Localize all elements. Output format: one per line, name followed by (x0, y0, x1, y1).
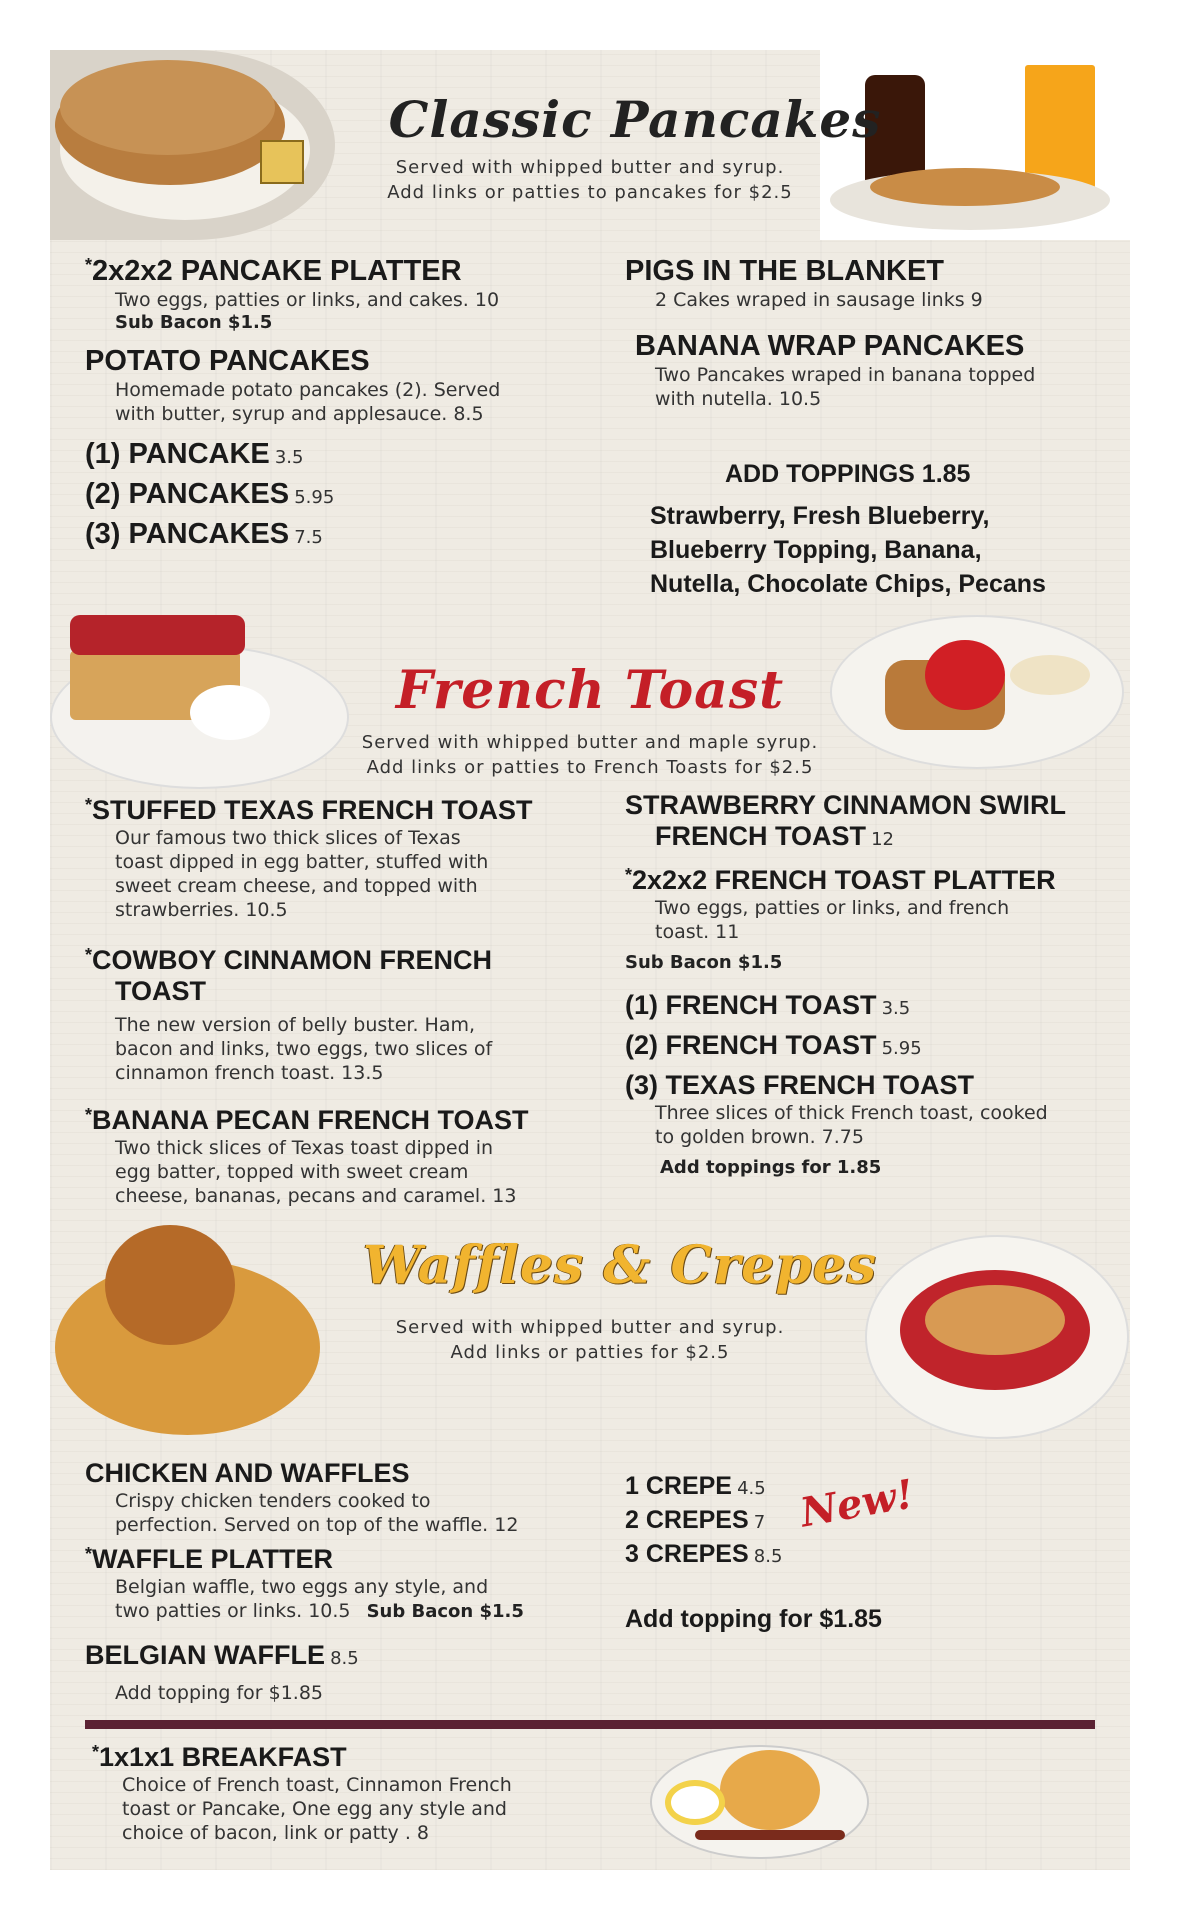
item-crepe-2 (625, 1506, 765, 1535)
item-price: 4.5 (737, 1478, 766, 1499)
item-desc: 2 Cakes wraped in sausage links 9 (655, 289, 983, 311)
item-name: TOAST (115, 976, 207, 1006)
item-name: FRENCH TOAST (655, 821, 867, 851)
breakfast-plate-photo (650, 1740, 870, 1860)
item-desc: egg batter, topped with sweet cream (115, 1161, 469, 1183)
item-desc: bacon and links, two eggs, two slices of (115, 1038, 493, 1060)
item-name: COWBOY CINNAMON FRENCH (92, 945, 493, 975)
waffles-subtitle-line: Add links or patties for $2.5 (450, 1342, 730, 1363)
star-marker: * (85, 1544, 93, 1564)
item-banana-wrap (635, 330, 1115, 411)
item-stuffed-texas (85, 795, 565, 922)
item-price: 7 (753, 1512, 766, 1533)
item-cowboy-cinnamon (85, 945, 565, 1085)
item-name: (2) PANCAKES (85, 478, 290, 510)
item-name: (1) PANCAKE (85, 438, 270, 470)
toppings-title: ADD TOPPINGS 1.85 (725, 460, 971, 488)
item-desc: two patties or links. 10.5 (115, 1600, 351, 1622)
french-subtitle-line: Served with whipped butter and maple syrup. (361, 732, 819, 753)
french-toast-fruit-photo (830, 615, 1130, 775)
item-name: PIGS IN THE BLANKET (625, 255, 945, 287)
item-name: BELGIAN WAFFLE (85, 1640, 325, 1670)
item-crepe-3 (625, 1540, 782, 1569)
item-name: STRAWBERRY CINNAMON SWIRL (625, 790, 1066, 820)
item-price: 5.95 (294, 487, 335, 508)
chicken-waffle-photo (55, 1220, 325, 1440)
pancake-stack-photo (50, 50, 335, 240)
star-marker: * (85, 945, 93, 965)
item-desc: toast or Pancake, One egg any style and (122, 1798, 507, 1820)
item-desc: Choice of French toast, Cinnamon French (122, 1774, 512, 1796)
item-name: POTATO PANCAKES (85, 345, 370, 377)
item-three-texas (625, 1070, 1115, 1178)
item-desc: Our famous two thick slices of Texas (115, 827, 461, 849)
item-desc: Homemade potato pancakes (2). Served (115, 379, 501, 401)
item-price: 12 (871, 829, 895, 850)
item-crepe-1 (625, 1472, 766, 1501)
section-divider (85, 1720, 1095, 1729)
item-sub-bacon: Sub Bacon $1.5 (625, 952, 783, 973)
item-strawberry-swirl (625, 790, 1115, 852)
item-name: (3) TEXAS FRENCH TOAST (625, 1070, 975, 1100)
item-three-pancakes (85, 518, 323, 551)
item-desc: with butter, syrup and applesauce. 8.5 (115, 403, 484, 425)
crepe-topping-note: Add topping for $1.85 (625, 1605, 882, 1633)
star-marker: * (625, 865, 633, 885)
menu-page (50, 50, 1130, 1870)
item-desc: with nutella. 10.5 (655, 388, 822, 410)
item-name: STUFFED TEXAS FRENCH TOAST (92, 795, 533, 825)
star-marker: * (85, 795, 93, 815)
star-marker: * (85, 255, 93, 275)
item-name: 3 CREPES (625, 1540, 749, 1568)
item-sub-bacon: Sub Bacon $1.5 (366, 1601, 524, 1622)
item-one-french (625, 990, 910, 1021)
item-name: 2 CREPES (625, 1506, 749, 1534)
crepe-photo (865, 1230, 1130, 1440)
item-desc: strawberries. 10.5 (115, 899, 288, 921)
toppings-line: Nutella, Chocolate Chips, Pecans (650, 570, 1046, 598)
item-pigs-in-blanket (625, 255, 1105, 312)
item-price: 8.5 (753, 1546, 783, 1567)
item-desc: toast dipped in egg batter, stuffed with (115, 851, 489, 873)
item-waffle-platter (85, 1544, 575, 1624)
star-marker: * (92, 1742, 100, 1762)
item-price: 8.5 (330, 1648, 359, 1669)
item-belgian-waffle (85, 1640, 565, 1705)
item-name: 1 CREPE (625, 1472, 732, 1500)
item-banana-pecan (85, 1105, 575, 1208)
stuffed-toast-photo (50, 605, 350, 795)
pancakes-subtitle (370, 155, 810, 205)
new-badge: New! (796, 1470, 918, 1537)
pancakes-subtitle-line: Add links or patties to pancakes for $2.5 (387, 182, 793, 203)
item-desc: perfection. Served on top of the waffle. 12 (115, 1514, 519, 1536)
pancakes-subtitle-line: Served with whipped butter and syrup. (395, 157, 785, 178)
item-1x1x1-breakfast (92, 1742, 592, 1845)
item-name: (2) FRENCH TOAST (625, 1030, 877, 1060)
item-desc: cinnamon french toast. 13.5 (115, 1062, 384, 1084)
section-title-french-toast: French Toast (395, 660, 785, 721)
item-potato-pancakes (85, 345, 555, 426)
item-one-pancake (85, 438, 303, 471)
item-price: 7.5 (294, 527, 323, 548)
section-title-waffles-crepes: Waffles & Crepes (362, 1235, 878, 1296)
item-price: 3.5 (881, 998, 911, 1019)
item-price: 5.95 (881, 1038, 922, 1059)
item-desc: Two Pancakes wraped in banana topped (655, 364, 1036, 386)
star-marker: * (85, 1105, 93, 1125)
item-name: (3) PANCAKES (85, 518, 290, 550)
item-name: CHICKEN AND WAFFLES (85, 1458, 410, 1488)
item-desc: sweet cream cheese, and topped with (115, 875, 478, 897)
toppings-box (650, 460, 1110, 601)
item-name: 1x1x1 BREAKFAST (99, 1742, 347, 1772)
item-sub-bacon: Sub Bacon $1.5 (115, 312, 273, 333)
item-two-pancakes (85, 478, 334, 511)
french-subtitle (340, 730, 840, 780)
item-price: 3.5 (274, 447, 304, 468)
item-desc: to golden brown. 7.75 (655, 1126, 864, 1148)
item-french-platter (625, 865, 1115, 973)
item-topping-note: Add topping for $1.85 (115, 1682, 323, 1704)
item-desc: Two eggs, patties or links, and cakes. 10 (115, 289, 500, 311)
item-pancake-platter (85, 255, 555, 333)
item-desc: cheese, bananas, pecans and caramel. 13 (115, 1185, 517, 1207)
item-desc: Belgian waffle, two eggs any style, and (115, 1576, 489, 1598)
item-desc: Two thick slices of Texas toast dipped in (115, 1137, 494, 1159)
toppings-line: Blueberry Topping, Banana, (650, 536, 982, 564)
item-name: BANANA PECAN FRENCH TOAST (92, 1105, 529, 1135)
item-desc: Crispy chicken tenders cooked to (115, 1490, 431, 1512)
french-subtitle-line: Add links or patties to French Toasts for $2.5 (366, 757, 814, 778)
waffles-subtitle (370, 1315, 810, 1365)
item-name: (1) FRENCH TOAST (625, 990, 877, 1020)
toppings-line: Strawberry, Fresh Blueberry, (650, 502, 990, 530)
item-name: 2x2x2 PANCAKE PLATTER (92, 255, 462, 287)
item-name: BANANA WRAP PANCAKES (635, 330, 1025, 362)
section-title-pancakes: Classic Pancakes (388, 90, 882, 149)
item-chicken-waffles (85, 1458, 565, 1537)
item-name: 2x2x2 FRENCH TOAST PLATTER (632, 865, 1056, 895)
item-desc: toast. 11 (655, 921, 740, 943)
item-desc: Three slices of thick French toast, cooked (655, 1102, 1048, 1124)
item-desc: The new version of belly buster. Ham, (115, 1014, 476, 1036)
item-desc: choice of bacon, link or patty . 8 (122, 1822, 429, 1844)
item-two-french (625, 1030, 922, 1061)
french-toppings-note: Add toppings for 1.85 (660, 1157, 882, 1178)
item-desc: Two eggs, patties or links, and french (655, 897, 1010, 919)
waffles-subtitle-line: Served with whipped butter and syrup. (395, 1317, 785, 1338)
item-name: WAFFLE PLATTER (92, 1544, 333, 1574)
